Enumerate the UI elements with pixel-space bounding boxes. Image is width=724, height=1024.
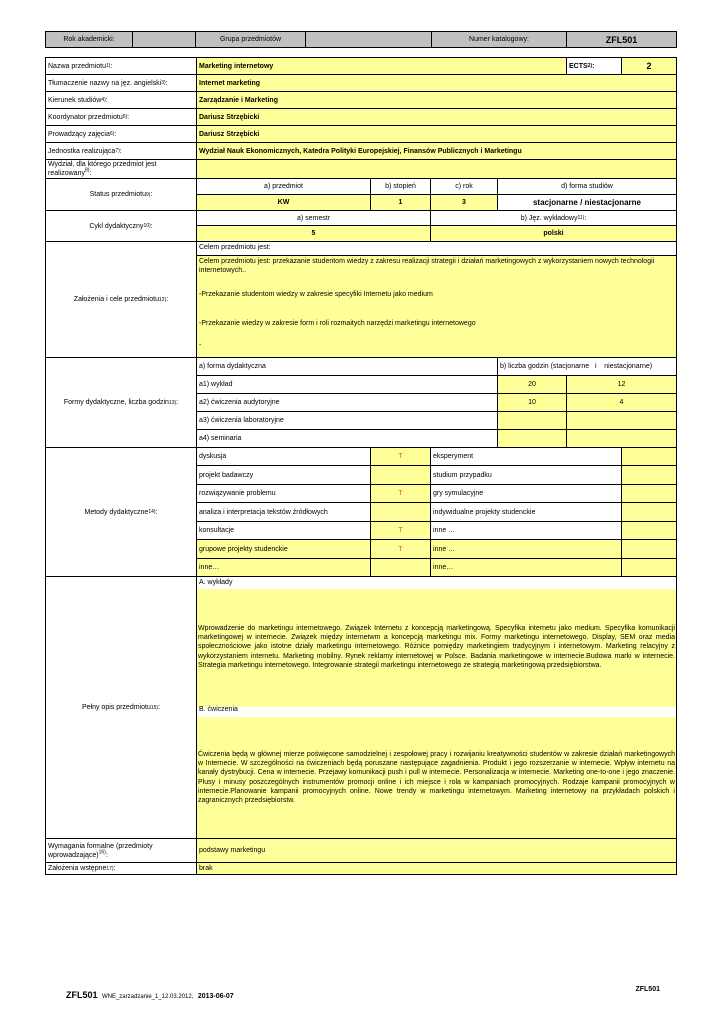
method-left-name: projekt badawczy [196, 465, 370, 484]
description-body [196, 576, 677, 838]
forms-header-hours: b) liczba godzin (stacjonarne i niestacjonarne) [497, 357, 677, 375]
course-group-label: Grupa przedmiotów [195, 31, 305, 48]
method-left-mark: T [370, 447, 430, 465]
exercises-heading: B. ćwiczenia [199, 706, 238, 713]
method-left-name: analiza i interpretacja tekstów źródłowych [196, 502, 370, 521]
forms-header-form: a) forma dydaktyczna [196, 357, 497, 375]
method-left-mark [370, 502, 430, 521]
footer-left [66, 985, 366, 999]
coordinator-value: Dariusz Strzębicki [196, 108, 677, 125]
footer-code-right: ZFL501 [635, 986, 660, 993]
method-right-mark [621, 502, 677, 521]
goals-line-medium: -Przekazanie studentom wiedzy w zakresie specyfiki Internetu jako medium [199, 291, 433, 298]
status-degree-value: 1 [370, 194, 430, 210]
academic-year-value [132, 31, 195, 48]
method-left-name: rozwiązywanie problemu [196, 484, 370, 502]
methods-label: Metody dydaktyczne 14) : [45, 447, 196, 576]
method-right-name: inne … [430, 539, 621, 558]
status-header-form: d) forma studiów [497, 178, 677, 194]
course-group-value [305, 31, 431, 48]
form-row-name: a2) ćwiczenia audytoryjne [196, 393, 497, 411]
status-form-value: stacjonarne / niestacjonarne [497, 194, 677, 210]
method-right-name: studium przypadku [430, 465, 621, 484]
cycle-label: Cykl dydaktyczny 10) : [45, 210, 196, 241]
status-header-year: c) rok [430, 178, 497, 194]
method-left-mark: T [370, 539, 430, 558]
method-right-mark [621, 465, 677, 484]
catalog-number-value: ZFL501 [566, 31, 677, 48]
goals-body [196, 255, 677, 357]
status-year-value: 3 [430, 194, 497, 210]
form-row-hours-stationary: 20 [497, 375, 566, 393]
form-row-name: a1) wykład [196, 375, 497, 393]
lectures-heading: A. wykłady [199, 579, 233, 586]
catalog-number-label: Numer katalogowy: [431, 31, 566, 48]
coordinator-label: Koordynator przedmiotu 5) : [45, 108, 196, 125]
goals-label: Założenia i cele przedmiotu 12) : [45, 241, 196, 357]
status-header-subject: a) przedmiot [196, 178, 370, 194]
form-row-hours-extramural [566, 411, 677, 429]
method-right-mark [621, 558, 677, 576]
academic-year-label: Rok akademicki: [45, 31, 132, 48]
course-name-value: Marketing internetowy [196, 57, 566, 74]
method-right-name: eksperyment [430, 447, 621, 465]
goals-intro: Celem przedmiotu jest: [196, 241, 677, 255]
footer-file: WNE_zarzadzanie_1_12.03.2012, [101, 994, 194, 1000]
method-right-mark [621, 539, 677, 558]
method-left-mark [370, 558, 430, 576]
goals-line-tools: -Przekazanie wiedzy w zakresie form i roli rozmaitych narzędzi marketingu internetowego [199, 320, 476, 327]
goals-line-empty: - [199, 342, 202, 349]
form-row-hours-extramural [566, 429, 677, 447]
method-left-name: grupowe projekty studenckie [196, 539, 370, 558]
status-subject-value: KW [196, 194, 370, 210]
form-row-name: a4) seminaria [196, 429, 497, 447]
status-label: Status przedmiotu 9) : [45, 178, 196, 210]
method-left-mark: T [370, 484, 430, 502]
lectures-box [197, 589, 676, 707]
faculty-value [196, 159, 677, 178]
unit-label: Jednostka realizująca 7) : [45, 142, 196, 159]
footer-date: 2013-06-07 [197, 993, 234, 1000]
course-name-label: Nazwa przedmiotu 1) : [45, 57, 196, 74]
method-left-mark: T [370, 521, 430, 539]
form-row-hours-extramural: 4 [566, 393, 677, 411]
form-row-hours-stationary [497, 411, 566, 429]
english-name-label: Tłumaczenie nazwy na jęz. angielski 3) : [45, 74, 196, 91]
form-row-hours-stationary: 10 [497, 393, 566, 411]
forms-label: Formy dydaktyczne, liczba godzin 13) : [45, 357, 196, 447]
method-right-mark [621, 484, 677, 502]
method-left-mark [370, 465, 430, 484]
faculty-label: Wydział, dla którego przedmiot jest realizowany$^{8)}$: [45, 159, 196, 178]
method-right-mark [621, 447, 677, 465]
goals-line-main: Celem przedmiotu jest: przekazanie studentom wiedzy z zakresu realizacji strategii i działań marketingowych z wykorzystaniem nowych technologii internetowych.. [199, 258, 655, 274]
cycle-header-semester: a) semestr [196, 210, 430, 225]
unit-value: Wydział Nauk Ekonomicznych, Katedra Polityki Europejskiej, Finansów Publicznych i Marketingu [196, 142, 677, 159]
method-left-name: inne… [196, 558, 370, 576]
form-row-hours-stationary [497, 429, 566, 447]
requirements-label: Wymagania formalne (przedmioty wprowadzające)$^{16)}$: [45, 838, 196, 862]
method-right-name: gry symulacyjne [430, 484, 621, 502]
cycle-language-value: polski [430, 225, 677, 241]
lectures-text: Wprowadzenie do marketingu internetowego. Związek Internetu z koncepcją marketingową. Specyfika internetu jako medium. Specyfika komunikacji marketingowej w internecie. Związek między internetwm a koncepcją marketingu mix. Formy marketingu internetowego. Display, SEM oraz media społecznościowe jako istotne działy marketingu internetowego. Różnice pomiędzy marketingiem tradycyjnym i internetowym. Marketing relacyjny z wykorzystaniem internetu. Marketing mobilny. Rynek reklamy internetowej w Polsce. Badania marketingowe w internecie.Budowa marki w internecie. Strategia marketingu internetowego. Integrowanie strategii marketingu internetowego ze strategią marketingową przedsiębiorstwa. [198, 625, 675, 669]
assumptions-label: Założenia wstępne 17) : [45, 862, 196, 875]
cycle-semester-value: 5 [196, 225, 430, 241]
footer-code: ZFL501 [66, 990, 98, 1000]
cycle-header-language: b) Jęz. wykładowy 11) : [430, 210, 677, 225]
ects-label: ECTS 2) : [566, 57, 621, 74]
method-left-name: dyskusja [196, 447, 370, 465]
study-direction-value: Zarządzanie i Marketing [196, 91, 677, 108]
requirements-value: podstawy marketingu [196, 838, 677, 862]
description-label: Pełny opis przedmiotu 15) : [45, 576, 196, 838]
method-right-mark [621, 521, 677, 539]
status-header-degree: b) stopień [370, 178, 430, 194]
form-row-name: a3) ćwiczenia laboratoryjne [196, 411, 497, 429]
exercises-text: Ćwiczenia będą w głównej mierze poświęcone samodzielnej i zespołowej pracy i rozwijaniu kreatywności studentów w zakresie działań marketingowych w Internecie. W szczególności na ćwiczeniach będą poruszane następujące zagadnienia. Produkt i jego rozszerzanie w internecie. Wpływ internetu na kanały dystrybucji. Cena w internecie. Przejawy komunikacji push i pull w internecie. Personalizacja w internecie. Marketing one-to-one i jego znaczenie. Plusy i minusy poszczególnych instrumentów promocji online i ich miejsce i rola w kampaniach promocyjnych. Rodzaje kampanii promocyjnych w internecie.Planowanie kampanii promocyjnych online. Nowe trendy w marketingu internetowym. Marketing internetowy na przykładach polskich i zagranicznych przedsiębiorstw. [198, 751, 675, 805]
form-row-hours-extramural: 12 [566, 375, 677, 393]
teacher-value: Dariusz Strzębicki [196, 125, 677, 142]
teacher-label: Prowadzący zajęcia 6) : [45, 125, 196, 142]
method-right-name: inne … [430, 521, 621, 539]
study-direction-label: Kierunek studiów 4) : [45, 91, 196, 108]
english-name-value: Internet marketing [196, 74, 677, 91]
method-right-name: inne… [430, 558, 621, 576]
assumptions-value: brak [196, 862, 677, 875]
exercises-box [197, 717, 676, 838]
method-left-name: konsultacje [196, 521, 370, 539]
method-right-name: indywidualne projekty studenckie [430, 502, 621, 521]
ects-value: 2 [621, 57, 677, 74]
